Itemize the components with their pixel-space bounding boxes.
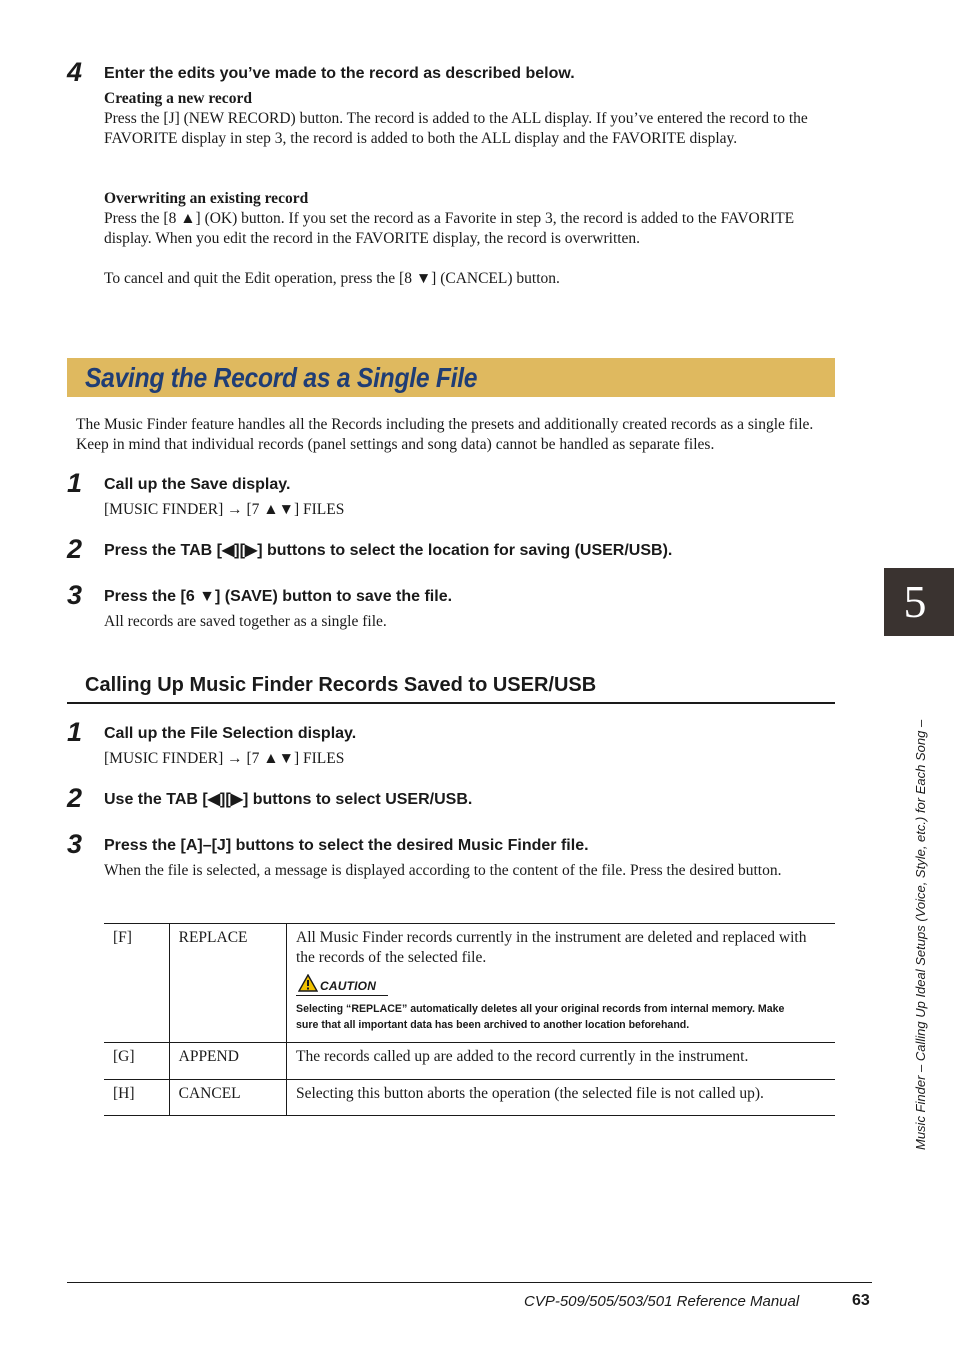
step-detail: [MUSIC FINDER] → [7 ▲▼] FILES xyxy=(104,750,345,767)
step-heading: Enter the edits you’ve made to the record as described below. xyxy=(104,65,575,82)
step-number: 4 xyxy=(67,57,83,87)
table-row xyxy=(104,1080,835,1116)
overwriting-record-text: Press the [8 ▲] (OK) button. If you set the record as a Favorite in step 3, the record is added to the FAVORITE display. When you edit the record in the FAVORITE display, the record is overwritten. xyxy=(104,210,795,247)
step-detail: [MUSIC FINDER] → [7 ▲▼] FILES xyxy=(104,501,345,518)
section-title: Saving the Record as a Single File xyxy=(85,362,478,393)
creating-record-title: Creating a new record xyxy=(104,90,252,107)
overwriting-record-title: Overwriting an existing record xyxy=(104,190,309,207)
button-key: [F] xyxy=(104,924,169,1043)
step-heading: Press the TAB [◀][▶] buttons to select the location for saving (USER/USB). xyxy=(104,542,673,559)
chapter-tab xyxy=(884,568,954,636)
step-heading: Press the [6 ▼] (SAVE) button to save the file. xyxy=(104,588,453,605)
footer-manual-title: CVP-509/505/503/501 Reference Manual xyxy=(524,1293,800,1310)
option-description: Selecting this button aborts the operation (the selected file is not called up). xyxy=(287,1080,836,1116)
option-name: APPEND xyxy=(169,1043,286,1080)
step-detail: All records are saved together as a single file. xyxy=(104,613,387,630)
option-desc-cell xyxy=(287,924,836,1043)
step-detail: When the file is selected, a message is displayed according to the content of the file. Press the desired button. xyxy=(104,862,782,879)
step-number: 2 xyxy=(67,534,83,564)
caution-header xyxy=(296,973,388,996)
option-description: All Music Finder records currently in the instrument are deleted and replaced with the records of the selected file. xyxy=(296,929,807,966)
section-intro: The Music Finder feature handles all the Records including the presets and additionally created records as a single file. Keep in mind that individual records (panel settings and song data) cannot be handled as separate files. xyxy=(76,416,814,453)
subsection-title: Calling Up Music Finder Records Saved to USER/USB xyxy=(85,674,597,696)
step-number: 1 xyxy=(67,717,83,747)
caution-text: Selecting “REPLACE” automatically deletes all your original records from internal memory. Make sure that all important data has been archived to another location beforehand. xyxy=(296,1003,785,1031)
step-number: 3 xyxy=(67,829,83,859)
step-number: 2 xyxy=(67,783,83,813)
options-table xyxy=(104,923,835,1116)
step-number: 3 xyxy=(67,580,83,610)
option-name: REPLACE xyxy=(169,924,286,1043)
button-key: [H] xyxy=(104,1080,169,1116)
page-number: 63 xyxy=(852,1292,870,1309)
option-description: The records called up are added to the record currently in the instrument. xyxy=(287,1043,836,1080)
subsection-rule xyxy=(67,702,835,704)
warning-icon xyxy=(298,974,318,992)
table-row xyxy=(104,1043,835,1080)
section-title-bar xyxy=(67,358,835,397)
step-heading: Call up the File Selection display. xyxy=(104,725,357,742)
chapter-side-title: Music Finder – Calling Up Ideal Setups (Voice, Style, etc.) for Each Song – xyxy=(913,719,928,1150)
step-heading: Press the [A]–[J] buttons to select the desired Music Finder file. xyxy=(104,837,589,854)
creating-record-text: Press the [J] (NEW RECORD) button. The record is added to the ALL display. If you’ve entered the record to the FAVORITE display in step 3, the record is added to both the ALL display and the FAVORITE display. xyxy=(104,110,808,147)
option-name: CANCEL xyxy=(169,1080,286,1116)
table-row xyxy=(104,924,835,1043)
button-key: [G] xyxy=(104,1043,169,1080)
step-heading: Use the TAB [◀][▶] buttons to select USER/USB. xyxy=(104,791,473,808)
cancel-edit-text: To cancel and quit the Edit operation, press the [8 ▼] (CANCEL) button. xyxy=(104,270,560,287)
footer-rule xyxy=(67,1282,872,1283)
chapter-number: 5 xyxy=(903,576,927,627)
step-number: 1 xyxy=(67,468,83,498)
caution-label: CAUTION xyxy=(320,979,377,993)
step-heading: Call up the Save display. xyxy=(104,476,291,493)
